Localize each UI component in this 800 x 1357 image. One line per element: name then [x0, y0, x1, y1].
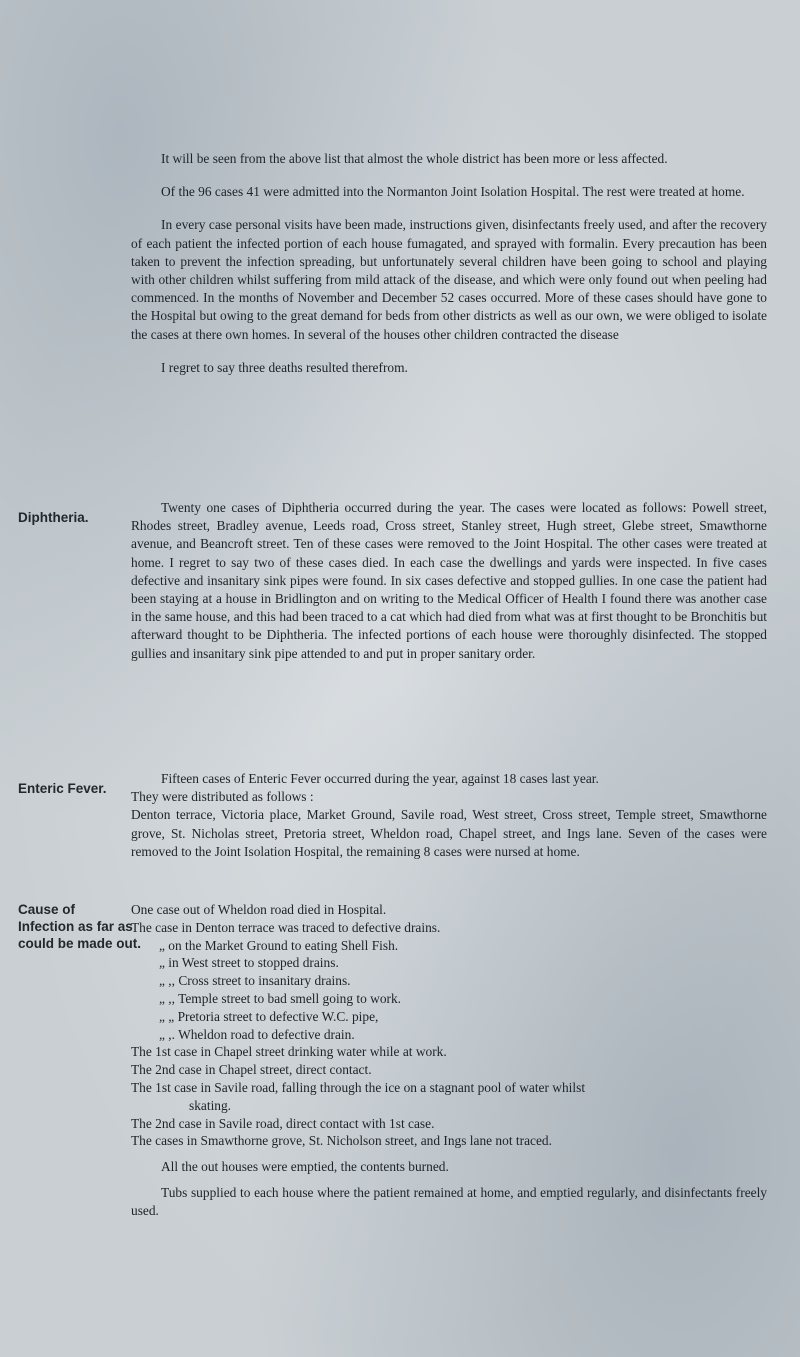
paragraph-precautions: In every case personal visits have been made, instructions given, disinfectants freely used, and after the recovery of each patient the infected portion of each house fumagated, and sprayed with formalin. Every precaution has been taken to prevent the infection spreading, but unfortunately several children have been going to school and playing with other children whilst suffering from mild attack of the disease, and which were only found out when peeling had commenced. In the months of November and December 52 cases occurred. More of these cases should have gone to the Hospital but owing to the great demand for beds from other districts as well as our own, we were obliged to isolate the cases at there own homes. In several of the houses other children contracted the disease [131, 217, 767, 342]
heading-cause-line-2: Infection as far as [18, 919, 133, 934]
cause-line: „ ,. Wheldon road to defective drain. [159, 1026, 355, 1042]
heading-cause-line-3: could be made out. [18, 936, 142, 951]
heading-cause-line-1: Cause of [18, 902, 76, 917]
heading-enteric-fever: Enteric Fever. [18, 781, 107, 796]
diphtheria-section [131, 499, 767, 663]
paragraph-out-houses: All the out houses were emptied, the contents burned. [161, 1159, 449, 1175]
cause-line: „ in West street to stopped drains. [159, 955, 339, 971]
cause-line: „ „ Pretoria street to defective W.C. pipe, [159, 1008, 379, 1024]
enteric-intro-line: Fifteen cases of Enteric Fever occurred during the year, against 18 cases last year. [161, 771, 599, 786]
cause-list [131, 901, 781, 1220]
enteric-distribution-line: They were distributed as follows : [131, 789, 314, 805]
cause-line: „ ,, Cross street to insanitary drains. [159, 973, 351, 989]
cause-line: The cases in Smawthorne grove, St. Nicholson street, and Ings lane not traced. [131, 1133, 552, 1149]
paragraph-admissions: Of the 96 cases 41 were admitted into the Normanton Joint Isolation Hospital. The rest were treated at home. [161, 184, 745, 200]
cause-line: The 1st case in Chapel street drinking water while at work. [131, 1044, 447, 1060]
cause-line: „ on the Market Ground to eating Shell Fish. [159, 937, 399, 953]
paragraph-enteric-locations: Denton terrace, Victoria place, Market Ground, Savile road, West street, Cross street, Temple street, Smawthorne grove, St. Nicholas street, Pretoria street, Wheldon road, Chapel street, and Ings lane. Seven of the cases were removed to the Joint Isolation Hospital, the remaining 8 cases were nursed at home. [131, 807, 767, 859]
intro-section [131, 150, 767, 377]
cause-line: One case out of Wheldon road died in Hospital. [131, 902, 387, 917]
cause-line: skating. [189, 1097, 232, 1113]
cause-line: The case in Denton terrace was traced to defective drains. [131, 919, 441, 935]
enteric-section [131, 770, 767, 861]
heading-diphtheria: Diphtheria. [18, 510, 89, 525]
cause-line: The 2nd case in Savile road, direct contact with 1st case. [131, 1115, 435, 1131]
paragraph-deaths: I regret to say three deaths resulted therefrom. [161, 359, 408, 375]
heading-cause-of-infection [18, 901, 141, 952]
paragraph-district-affected: It will be seen from the above list that almost the whole district has been more or less affected. [161, 151, 668, 166]
cause-line: „ ,, Temple street to bad smell going to work. [159, 990, 402, 1006]
paragraph-diphtheria: Twenty one cases of Diphtheria occurred during the year. The cases were located as follows: Powell street, Rhodes street, Bradley avenue, Leeds road, Cross street, Stanley street, Hugh street, Glebe street, Smawthorne avenue, and Beancroft street. Ten of these cases were removed to the Joint Hospital. The other cases were treated at home. I regret to say two of these cases died. In each case the dwellings and yards were inspected. In five cases defective and insanitary sink pipes were found. In six cases defective and stopped gullies. In one case the patient had been staying at a house in Bridlington and on writing to the Medical Officer of Health I found there was another case in the same house, and this had been traced to a cat which had died from what was at first thought to be Bronchitis but afterward thought to be Diphtheria. The infected portions of each house were thoroughly disinfected. The stopped gullies and insanitary sink pipe attended to and put in proper sanitary order. [131, 500, 767, 661]
cause-line: The 2nd case in Chapel street, direct contact. [131, 1062, 372, 1078]
paragraph-tubs-supplied: Tubs supplied to each house where the patient remained at home, and emptied regularly, and disinfectants freely used. [131, 1184, 767, 1218]
cause-line: The 1st case in Savile road, falling through the ice on a stagnant pool of water whilst [131, 1079, 586, 1095]
